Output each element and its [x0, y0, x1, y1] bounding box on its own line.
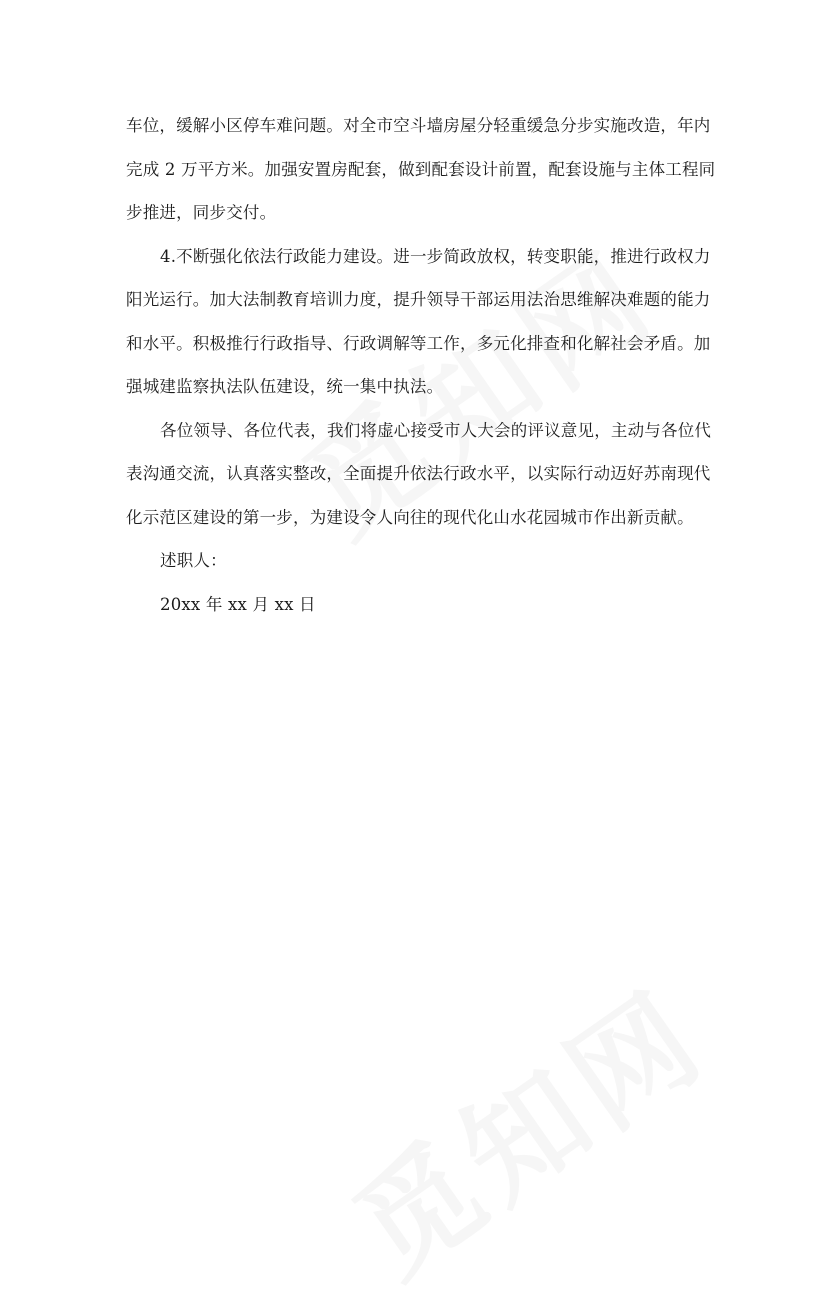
- text-line: 阳光运行。加大法制教育培训力度，提升领导干部运用法治思维解决难题的能力: [126, 290, 711, 309]
- paragraph-administration-capacity: [126, 235, 711, 409]
- text-line: 20xx 年 xx 月 xx 日: [160, 594, 316, 614]
- text-line: 各位领导、各位代表，我们将虚心接受市人大会的评议意见，主动与各位代: [160, 420, 712, 440]
- text-line: 化示范区建设的第一步，为建设令人向往的现代化山水花园城市作出新贡献。: [126, 507, 694, 527]
- text-line: 强城建监察执法队伍建设，统一集中执法。: [126, 377, 444, 396]
- text-line: 表沟通交流，认真落实整改，全面提升依法行政水平，以实际行动迈好苏南现代: [126, 464, 711, 483]
- text-line: 完成 2 万平方米。加强安置房配套，做到配套设计前置，配套设施与主体工程同: [126, 159, 716, 179]
- text-line: 4.不断强化依法行政能力建设。进一步简政放权，转变职能，推进行政权力: [160, 246, 711, 266]
- paragraph-parking-renovation: [126, 104, 716, 235]
- text-line: 述职人：: [160, 551, 227, 570]
- text-line: 车位，缓解小区停车难问题。对全市空斗墙房屋分轻重缓急分步实施改造，年内: [126, 116, 711, 135]
- watermark-logo: [316, 944, 734, 1308]
- date-line: [126, 583, 706, 627]
- signature-label: [126, 539, 706, 583]
- text-line: 和水平。积极推行行政指导、行政调解等工作，多元化排查和化解社会矛盾。加: [126, 333, 711, 353]
- document-body: [126, 104, 716, 626]
- paragraph-closing-remarks: [126, 409, 712, 540]
- text-line: 步推进，同步交付。: [126, 203, 277, 222]
